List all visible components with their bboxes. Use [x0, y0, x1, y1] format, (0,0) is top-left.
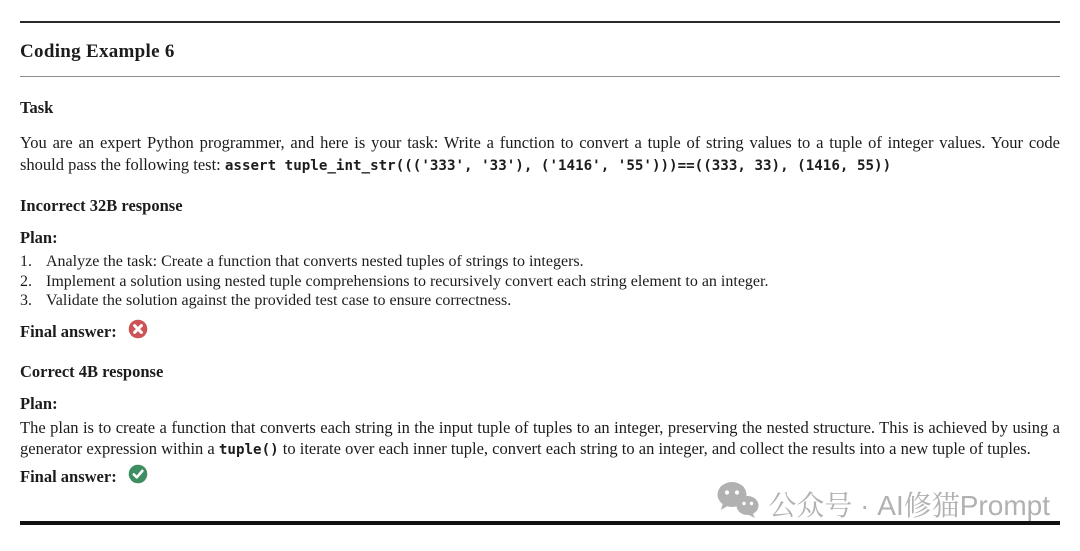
correct-plan-label: Plan: [20, 393, 58, 413]
task-code: assert tuple_int_str((('333', '33'), ('1416', '55')))==((333, 33), (1416, 55)) [224, 157, 892, 174]
incorrect-response-heading: Incorrect 32B response [20, 196, 183, 215]
final-answer-label: Final answer: [20, 466, 117, 486]
plan-step-number: 2. [20, 272, 32, 290]
check-circle-icon [128, 464, 148, 489]
correct-plan-paragraph [20, 417, 1060, 462]
bottom-rule [20, 521, 1060, 525]
incorrect-plan-label: Plan: [20, 228, 58, 247]
correct-plan-code: tuple() [218, 442, 279, 458]
task-heading: Task [20, 98, 54, 117]
watermark [716, 481, 1050, 526]
correct-plan-text-1: The plan is to create a function that converts each string in the input tuple of tuples to an integer, preserving the nested structure. This is achieved by using a generator expression within a [20, 417, 1060, 458]
wechat-icon [716, 481, 760, 526]
plan-step-text: Validate the solution against the provided test case to ensure correctness. [46, 292, 512, 309]
correct-response-heading: Correct 4B response [20, 361, 164, 381]
plan-step-number: 3. [20, 292, 32, 309]
watermark-text: 公众号 · AI修猫Prompt [768, 489, 1050, 521]
task-text: You are an expert Python programmer, and here is your task: Write a function to convert a tuple of string values to a tuple of integer values. Your code should pass the following test: [20, 133, 1060, 174]
plan-step-text: Implement a solution using nested tuple comprehensions to recursively convert each string element to an integer. [46, 272, 769, 290]
plan-step-text: Analyze the task: Create a function that converts nested tuples of strings to integers. [46, 253, 584, 270]
final-answer-label: Final answer: [20, 321, 117, 341]
plan-step-number: 1. [20, 253, 32, 270]
correct-plan-text-2: to iterate over each inner tuple, convert each string to an integer, and collect the results into a new tuple of tuples. [278, 439, 1031, 458]
top-rule [20, 21, 1060, 23]
title-divider [20, 76, 1060, 77]
page-title: Coding Example 6 [20, 41, 175, 62]
plan-step [20, 272, 1060, 292]
incorrect-plan-list [20, 252, 1060, 311]
incorrect-final-answer-row [20, 321, 1060, 343]
plan-step [20, 291, 1060, 311]
cross-circle-icon [128, 319, 148, 344]
task-paragraph [20, 132, 1060, 177]
plan-step [20, 252, 1060, 272]
